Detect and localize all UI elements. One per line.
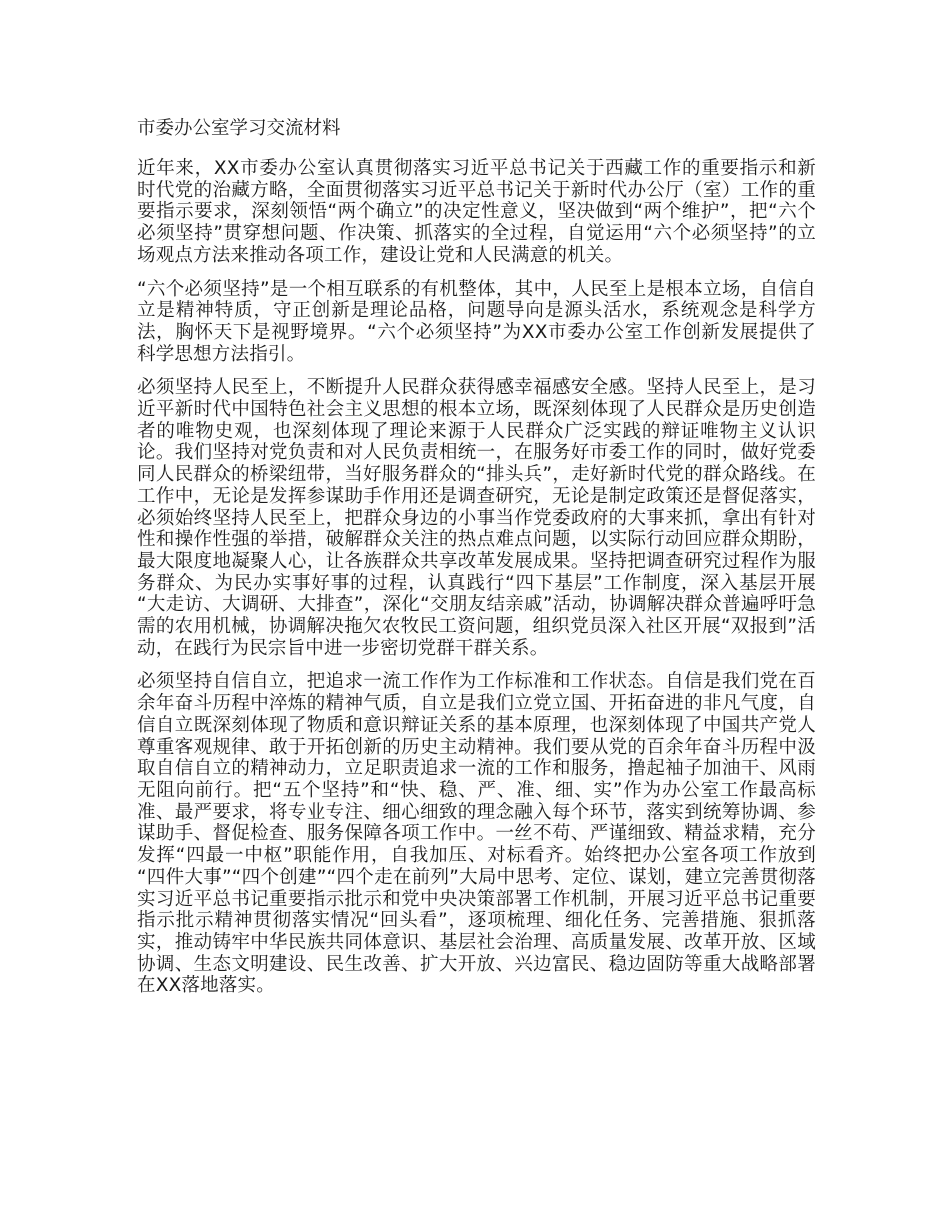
paragraph-intro: 近年来，XX市委办公室认真贯彻落实习近平总书记关于西藏工作的重要指示和新时代党的治藏方略，全面贯彻落实习近平总书记关于新时代办公厅（室）工作的重要指示要求，深刻领悟“两个确立”的决定性意义，坚决做到“两个维护”，把“六个必须坚持”贯穿想问题、作决策、抓落实的全过程，自觉运用“六个必须坚持”的立场观点方法来推动各项工作，建设让党和人民满意的机关。: [137, 158, 816, 266]
paragraph-six-persistences-overview: “六个必须坚持”是一个相互联系的有机整体，其中，人民至上是根本立场，自信自立是精神特质，守正创新是理论品格，问题导向是源头活水，系统观念是科学方法，胸怀天下是视野境界。“六个必须坚持”为XX市委办公室工作创新发展提供了科学思想方法指引。: [137, 278, 816, 365]
paragraph-people-first: 必须坚持人民至上，不断提升人民群众获得感幸福感安全感。坚持人民至上，是习近平新时代中国特色社会主义思想的根本立场，既深刻体现了人民群众是历史创造者的唯物史观，也深刻体现了理论来源于人民群众广泛实践的辩证唯物主义认识论。我们坚持对党负责和对人民负责相统一，在服务好市委工作的同时，做好党委同人民群众的桥梁纽带，当好服务群众的“排头兵”，走好新时代党的群众路线。在工作中，无论是发挥参谋助手作用还是调查研究，无论是制定政策还是督促落实，必须始终坚持人民至上，把群众身边的小事当作党委政府的大事来抓，拿出有针对性和操作性强的举措，破解群众关注的热点难点问题，以实际行动回应群众期盼，最大限度地凝聚人心，让各族群众共享改革发展成果。坚持把调查研究过程作为服务群众、为民办实事好事的过程，认真践行“四下基层”工作制度，深入基层开展“大走访、大调研、大排查”，深化“交朋友结亲戚”活动，协调解决群众普遍呼吁急需的农用机械，协调解决拖欠农牧民工资问题，组织党员深入社区开展“双报到”活动，在践行为民宗旨中进一步密切党群干群关系。: [137, 377, 816, 659]
paragraph-self-confidence: 必须坚持自信自立，把追求一流工作作为工作标准和工作状态。自信是我们党在百余年奋斗历程中淬炼的精神气质，自立是我们立党立国、开拓奋进的非凡气度，自信自立既深刻体现了物质和意识辩证关系的基本原理，也深刻体现了中国共产党人尊重客观规律、敢于开拓创新的历史主动精神。我们要从党的百余年奋斗历程中汲取自信自立的精神动力，立足职责追求一流的工作和服务，撸起袖子加油干、风雨无阻向前行。把“五个坚持”和“快、稳、严、准、细、实”作为办公室工作最高标准、最严要求，将专业专注、细心细致的理念融入每个环节，落实到统筹协调、参谋助手、督促检查、服务保障各项工作中。一丝不苟、严谨细致、精益求精，充分发挥“四最一中枢”职能作用，自我加压、对标看齐。始终把办公室各项工作放到“四件大事”“四个创建”“四个走在前列”大局中思考、定位、谋划，建立完善贯彻落实习近平总书记重要指示批示和党中央决策部署工作机制，开展习近平总书记重要指示批示精神贯彻落实情况“回头看”，逐项梳理、细化任务、完善措施、狠抓落实，推动铸牢中华民族共同体意识、基层社会治理、高质量发展、改革开放、区域协调、生态文明建设、民生改善、扩大开放、兴边富民、稳边固防等重大战略部署在XX落地落实。: [137, 671, 816, 997]
document-title: 市委办公室学习交流材料: [137, 118, 341, 139]
